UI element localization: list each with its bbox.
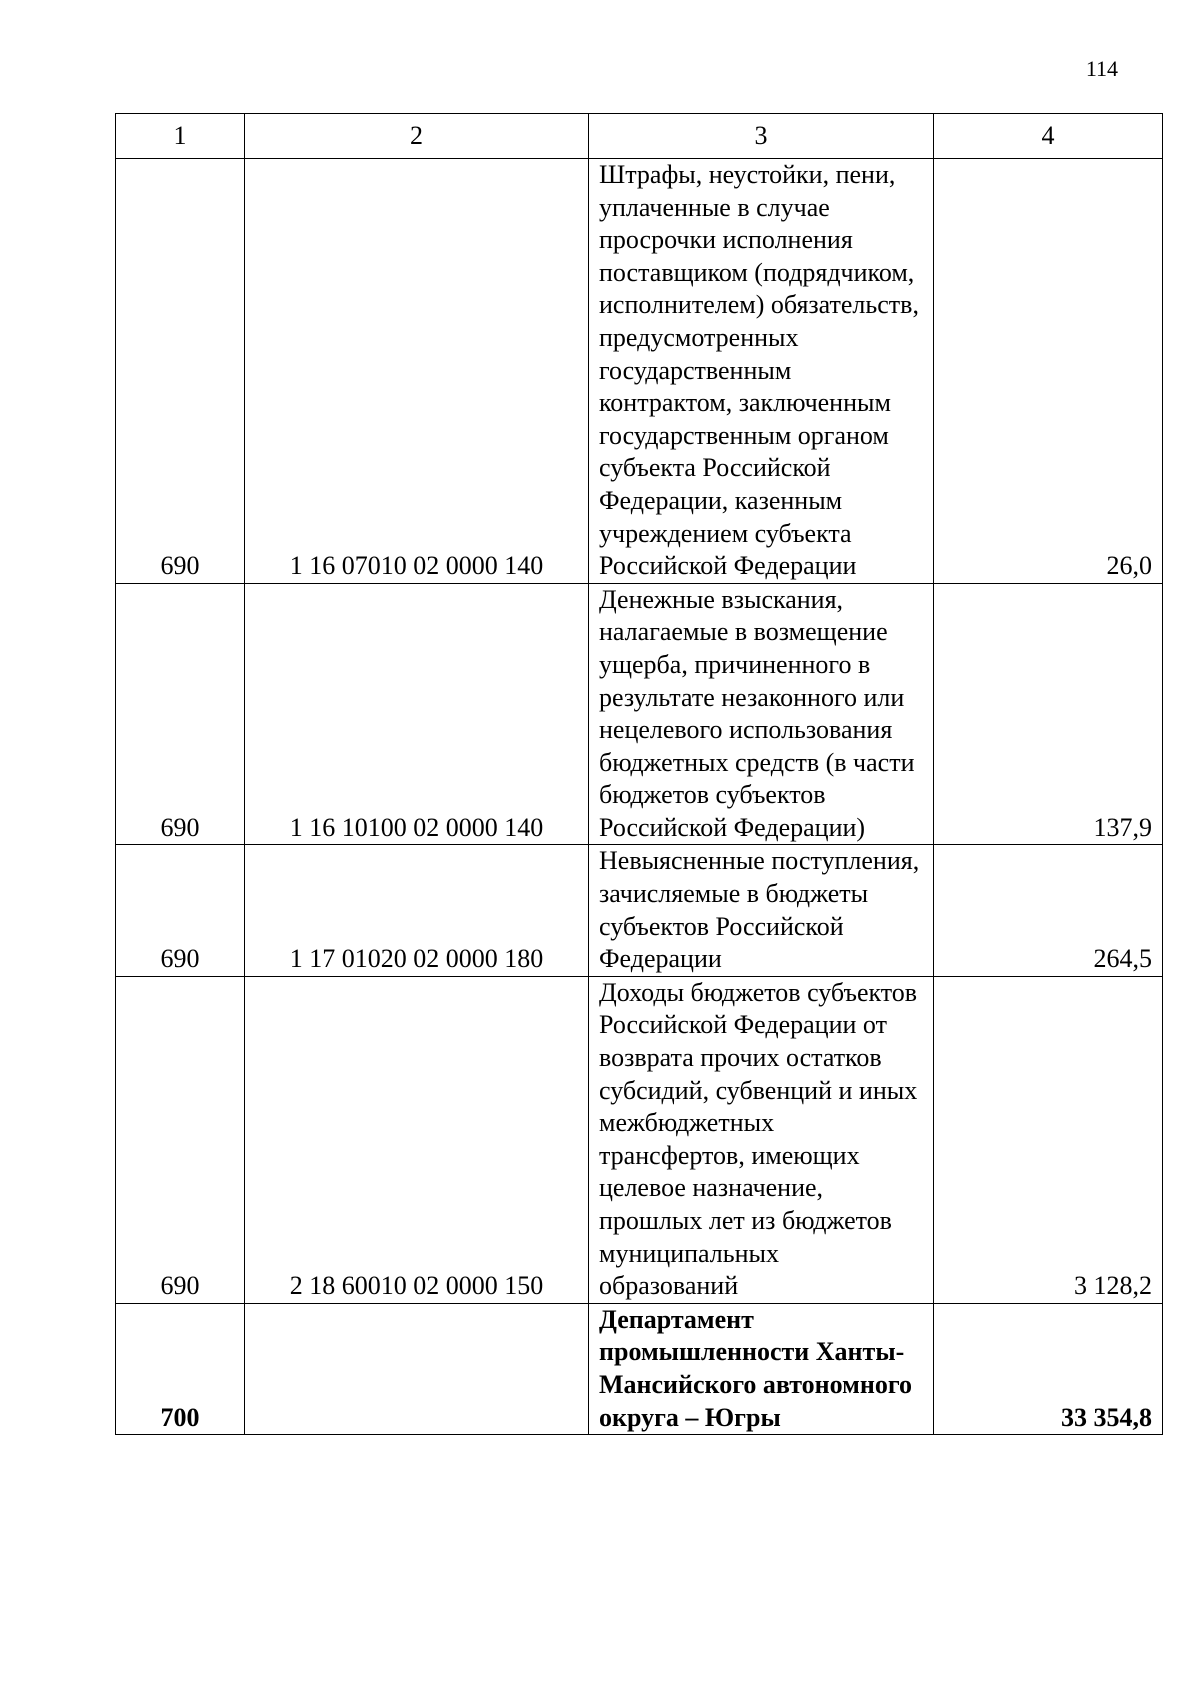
budget-code-cell: 2 18 60010 02 0000 150 [245,976,589,1303]
budget-code-cell: 1 16 10100 02 0000 140 [245,583,589,845]
amount-cell: 264,5 [934,845,1163,976]
admin-code-cell: 690 [116,976,245,1303]
column-header-3: 3 [589,114,934,159]
table-header-row [116,114,1163,159]
admin-code-cell: 690 [116,159,245,584]
amount-cell: 26,0 [934,159,1163,584]
table-row [116,976,1163,1303]
page-number: 114 [1085,56,1118,81]
column-header-4: 4 [934,114,1163,159]
department-kbk-cell [245,1303,589,1434]
revenue-name-cell: Доходы бюджетов субъектов Российской Федерации от возврата прочих остатков субсидий, субвенций и иных межбюджетных трансфертов, имеющих целевое назначение, прошлых лет из бюджетов муниципальных образований [589,976,934,1303]
revenue-table [115,113,1163,1435]
table-row [116,159,1163,584]
budget-code-cell: 1 17 01020 02 0000 180 [245,845,589,976]
column-header-2: 2 [245,114,589,159]
budget-code-cell: 1 16 07010 02 0000 140 [245,159,589,584]
amount-cell: 137,9 [934,583,1163,845]
department-total-row [116,1303,1163,1434]
revenue-name-cell: Невыясненные поступления, зачисляемые в бюджеты субъектов Российской Федерации [589,845,934,976]
table-row [116,845,1163,976]
revenue-name-cell: Штрафы, неустойки, пени, уплаченные в случае просрочки исполнения поставщиком (подрядчиком, исполнителем) обязательств, предусмотренных государственным контрактом, заключенным государственным органом субъекта Российской Федерации, казенным учреждением субъекта Российской Федерации [589,159,934,584]
department-total-amount-cell: 33 354,8 [934,1303,1163,1434]
admin-code-cell: 690 [116,583,245,845]
amount-cell: 3 128,2 [934,976,1163,1303]
revenue-name-cell: Денежные взыскания, налагаемые в возмещение ущерба, причиненного в результате незаконного или нецелевого использования бюджетных средств (в части бюджетов субъектов Российской Федерации) [589,583,934,845]
department-code-cell: 700 [116,1303,245,1434]
table-row [116,583,1163,845]
department-name-cell: Департамент промышленности Ханты-Мансийского автономного округа – Югры [589,1303,934,1434]
column-header-1: 1 [116,114,245,159]
admin-code-cell: 690 [116,845,245,976]
